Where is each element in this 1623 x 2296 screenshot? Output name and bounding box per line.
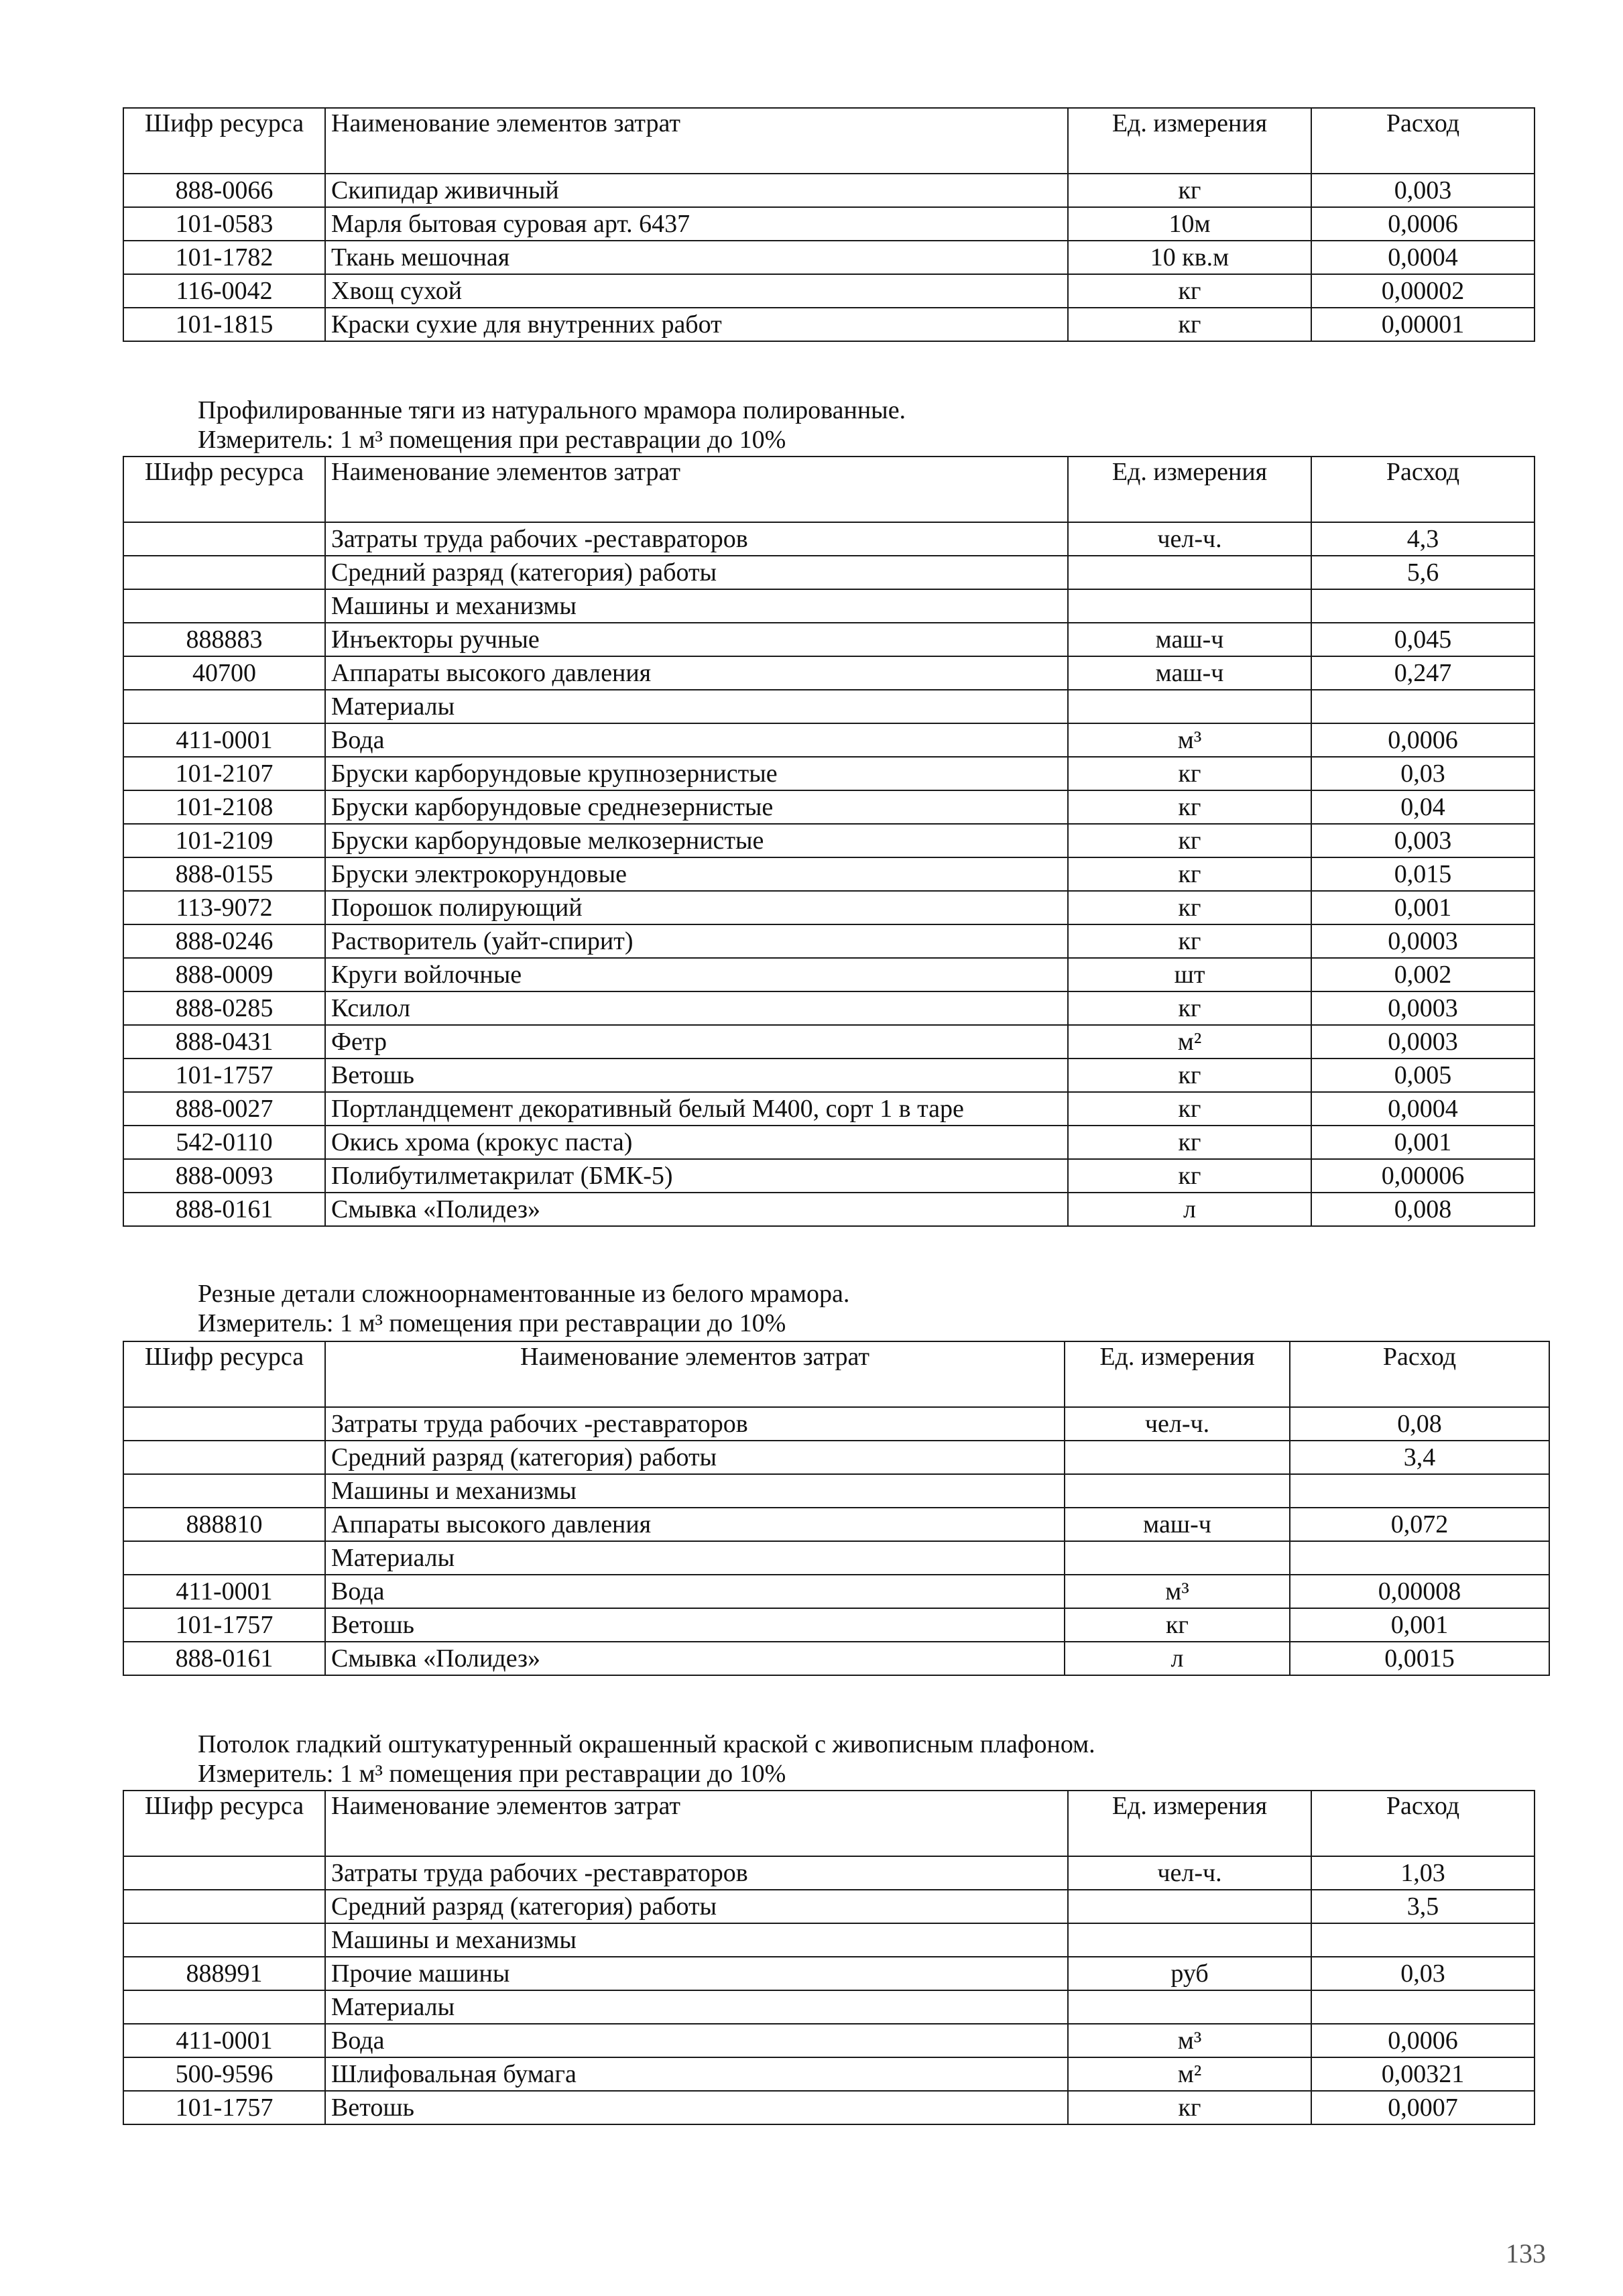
table-row <box>123 589 1535 623</box>
cell-unit: чел-ч. <box>1065 1407 1290 1441</box>
cell-code <box>123 1541 325 1575</box>
section-measure-2: Измеритель: 1 м³ помещения при реставрации до 10% <box>198 426 786 454</box>
cell-code: 888810 <box>123 1508 325 1541</box>
cell-name: Окись хрома (крокус паста) <box>325 1126 1068 1159</box>
cell-name: Аппараты высокого давления <box>325 1508 1065 1541</box>
cell-unit: кг <box>1068 757 1311 790</box>
header-name: Наименование элементов затрат <box>325 457 1068 522</box>
header-qty: Расход <box>1290 1341 1549 1407</box>
cell-qty: 0,005 <box>1311 1059 1535 1092</box>
cell-name: Полибутилметакрилат (БМК-5) <box>325 1159 1068 1193</box>
cell-code: 888-0027 <box>123 1092 325 1126</box>
cell-name: Бруски карборундовые среднезернистые <box>325 790 1068 824</box>
cell-name: Средний разряд (категория) работы <box>325 556 1068 589</box>
table-header <box>123 457 1535 522</box>
cell-unit <box>1068 690 1311 723</box>
cell-qty: 0,0015 <box>1290 1642 1549 1675</box>
cost-table-4 <box>123 1790 1535 2125</box>
cell-qty: 0,00006 <box>1311 1159 1535 1193</box>
cell-code <box>123 1407 325 1441</box>
header-qty: Расход <box>1311 1791 1535 1856</box>
table-row <box>123 690 1535 723</box>
cell-code: 116-0042 <box>123 274 325 308</box>
cell-qty <box>1290 1541 1549 1575</box>
cell-unit: л <box>1065 1642 1290 1675</box>
cell-unit <box>1068 1990 1311 2024</box>
cell-code: 888-0093 <box>123 1159 325 1193</box>
cell-name: Средний разряд (категория) работы <box>325 1441 1065 1474</box>
cell-qty: 0,002 <box>1311 958 1535 991</box>
cell-qty: 0,001 <box>1311 891 1535 924</box>
header-name: Наименование элементов затрат <box>325 108 1068 174</box>
cell-code <box>123 1856 325 1890</box>
cell-code: 888-0161 <box>123 1193 325 1226</box>
cell-code: 101-1782 <box>123 241 325 274</box>
cell-name: Аппараты высокого давления <box>325 656 1068 690</box>
table-row <box>123 824 1535 857</box>
cell-unit: кг <box>1068 857 1311 891</box>
header-code: Шифр ресурса <box>123 1791 325 1856</box>
cell-code <box>123 522 325 556</box>
cell-unit: руб <box>1068 1957 1311 1990</box>
cell-code: 888-0431 <box>123 1025 325 1059</box>
cell-name: Бруски электрокорундовые <box>325 857 1068 891</box>
cell-unit <box>1065 1541 1290 1575</box>
cell-unit: кг <box>1068 891 1311 924</box>
cell-unit: маш-ч <box>1068 656 1311 690</box>
cell-unit: м² <box>1068 2057 1311 2091</box>
cell-code: 101-2108 <box>123 790 325 824</box>
table-row <box>123 1126 1535 1159</box>
cell-name: Инъекторы ручные <box>325 623 1068 656</box>
cell-code <box>123 1990 325 2024</box>
cell-name: Машины и механизмы <box>325 1923 1068 1957</box>
section-measure-3: Измеритель: 1 м³ помещения при реставрации до 10% <box>198 1309 786 1337</box>
header-name: Наименование элементов затрат <box>325 1791 1068 1856</box>
header-unit: Ед. измерения <box>1068 457 1311 522</box>
page-number: 133 <box>1506 2238 1546 2269</box>
header-name: Наименование элементов затрат <box>325 1341 1065 1407</box>
cell-unit: кг <box>1068 991 1311 1025</box>
cell-qty <box>1311 1923 1535 1957</box>
cell-name: Смывка «Полидез» <box>325 1642 1065 1675</box>
cell-name: Смывка «Полидез» <box>325 1193 1068 1226</box>
cell-name: Фетр <box>325 1025 1068 1059</box>
cell-code: 888-0246 <box>123 924 325 958</box>
cell-qty: 0,008 <box>1311 1193 1535 1226</box>
cell-qty <box>1311 690 1535 723</box>
header-code: Шифр ресурса <box>123 108 325 174</box>
cell-name: Затраты труда рабочих -реставраторов <box>325 1856 1068 1890</box>
cell-code: 113-9072 <box>123 891 325 924</box>
table-row <box>123 1642 1549 1675</box>
cell-name: Вода <box>325 2024 1068 2057</box>
table-row <box>123 1575 1549 1608</box>
cell-unit: 10 кв.м <box>1068 241 1311 274</box>
cell-qty: 0,0006 <box>1311 2024 1535 2057</box>
cell-code: 101-1815 <box>123 308 325 341</box>
table-row <box>123 1508 1549 1541</box>
cell-name: Вода <box>325 723 1068 757</box>
table-row <box>123 1092 1535 1126</box>
cell-name: Шлифовальная бумага <box>325 2057 1068 2091</box>
cell-name: Растворитель (уайт-спирит) <box>325 924 1068 958</box>
table-row <box>123 2091 1535 2124</box>
header-unit: Ед. измерения <box>1065 1341 1290 1407</box>
cell-code: 411-0001 <box>123 1575 325 1608</box>
cell-unit <box>1068 1923 1311 1957</box>
cell-name: Бруски карборундовые мелкозернистые <box>325 824 1068 857</box>
cell-qty: 0,00321 <box>1311 2057 1535 2091</box>
cell-unit: кг <box>1068 1159 1311 1193</box>
cell-qty: 0,0003 <box>1311 1025 1535 1059</box>
cell-unit: 10м <box>1068 207 1311 241</box>
cell-qty: 0,00002 <box>1311 274 1535 308</box>
cell-name: Машины и механизмы <box>325 589 1068 623</box>
cell-unit <box>1068 589 1311 623</box>
cell-qty: 0,045 <box>1311 623 1535 656</box>
cell-unit <box>1065 1474 1290 1508</box>
cell-qty: 0,001 <box>1311 1126 1535 1159</box>
cell-unit: кг <box>1068 2091 1311 2124</box>
cost-table-2 <box>123 456 1535 1227</box>
table-row <box>123 1159 1535 1193</box>
table-row <box>123 991 1535 1025</box>
cell-name: Порошок полирующий <box>325 891 1068 924</box>
table-row <box>123 1957 1535 1990</box>
section-title-3: Резные детали сложноорнаментованные из белого мрамора. <box>198 1280 850 1308</box>
cell-unit <box>1065 1441 1290 1474</box>
table-row <box>123 790 1535 824</box>
cell-qty: 0,00001 <box>1311 308 1535 341</box>
cell-unit: м³ <box>1068 2024 1311 2057</box>
cell-qty: 4,3 <box>1311 522 1535 556</box>
table-row <box>123 522 1535 556</box>
cell-qty: 0,03 <box>1311 1957 1535 1990</box>
cell-code: 101-1757 <box>123 2091 325 2124</box>
cell-unit: кг <box>1065 1608 1290 1642</box>
cell-unit: маш-ч <box>1068 623 1311 656</box>
cell-qty: 3,5 <box>1311 1890 1535 1923</box>
table-row <box>123 857 1535 891</box>
cell-name: Вода <box>325 1575 1065 1608</box>
table-row <box>123 891 1535 924</box>
cell-code <box>123 1441 325 1474</box>
cell-code <box>123 690 325 723</box>
cell-name: Затраты труда рабочих -реставраторов <box>325 522 1068 556</box>
cost-table-3 <box>123 1341 1550 1676</box>
table-row <box>123 656 1535 690</box>
cell-qty: 0,072 <box>1290 1508 1549 1541</box>
cell-unit: кг <box>1068 174 1311 207</box>
table-row <box>123 2024 1535 2057</box>
section-measure-4: Измеритель: 1 м³ помещения при реставрации до 10% <box>198 1760 786 1788</box>
cell-name: Хвощ сухой <box>325 274 1068 308</box>
cell-code: 542-0110 <box>123 1126 325 1159</box>
cell-qty <box>1290 1474 1549 1508</box>
cell-code: 101-0583 <box>123 207 325 241</box>
cell-name: Ткань мешочная <box>325 241 1068 274</box>
table-row <box>123 623 1535 656</box>
cell-unit <box>1068 556 1311 589</box>
table-row <box>123 1890 1535 1923</box>
cell-code: 888-0155 <box>123 857 325 891</box>
cell-qty: 5,6 <box>1311 556 1535 589</box>
cell-name: Марля бытовая суровая арт. 6437 <box>325 207 1068 241</box>
table-row <box>123 757 1535 790</box>
cell-unit: кг <box>1068 274 1311 308</box>
cell-unit: л <box>1068 1193 1311 1226</box>
cell-code: 888-0285 <box>123 991 325 1025</box>
cell-qty: 0,0006 <box>1311 723 1535 757</box>
cell-qty: 0,03 <box>1311 757 1535 790</box>
cell-code <box>123 1474 325 1508</box>
table-row <box>123 1441 1549 1474</box>
table-row <box>123 723 1535 757</box>
cell-code: 101-2109 <box>123 824 325 857</box>
cell-name: Скипидар живичный <box>325 174 1068 207</box>
cell-name: Ветошь <box>325 1608 1065 1642</box>
cost-table-1 <box>123 107 1535 342</box>
table-row <box>123 1541 1549 1575</box>
table-row <box>123 174 1535 207</box>
cell-name: Портландцемент декоративный белый М400, сорт 1 в таре <box>325 1092 1068 1126</box>
cell-code: 411-0001 <box>123 723 325 757</box>
cell-name: Ветошь <box>325 1059 1068 1092</box>
table-header <box>123 1341 1549 1407</box>
cell-qty: 1,03 <box>1311 1856 1535 1890</box>
header-unit: Ед. измерения <box>1068 108 1311 174</box>
table-row <box>123 274 1535 308</box>
section-title-2: Профилированные тяги из натурального мрамора полированные. <box>198 396 906 424</box>
cell-name: Круги войлочные <box>325 958 1068 991</box>
cell-unit: кг <box>1068 1092 1311 1126</box>
cell-unit: м³ <box>1068 723 1311 757</box>
header-qty: Расход <box>1311 108 1535 174</box>
table-row <box>123 308 1535 341</box>
cell-code: 888991 <box>123 1957 325 1990</box>
cell-qty: 0,247 <box>1311 656 1535 690</box>
cell-qty: 0,001 <box>1290 1608 1549 1642</box>
cell-name: Прочие машины <box>325 1957 1068 1990</box>
cell-name: Материалы <box>325 1541 1065 1575</box>
cell-name: Ветошь <box>325 2091 1068 2124</box>
cell-qty <box>1311 1990 1535 2024</box>
cell-unit: чел-ч. <box>1068 1856 1311 1890</box>
header-code: Шифр ресурса <box>123 1341 325 1407</box>
table-row <box>123 958 1535 991</box>
cell-qty: 0,00008 <box>1290 1575 1549 1608</box>
cell-unit <box>1068 1890 1311 1923</box>
table-row <box>123 2057 1535 2091</box>
table-row <box>123 1990 1535 2024</box>
cell-code <box>123 556 325 589</box>
cell-name: Затраты труда рабочих -реставраторов <box>325 1407 1065 1441</box>
cell-qty: 0,003 <box>1311 824 1535 857</box>
cell-qty: 0,0003 <box>1311 924 1535 958</box>
cell-qty: 0,04 <box>1311 790 1535 824</box>
cell-code: 40700 <box>123 656 325 690</box>
cell-qty: 0,003 <box>1311 174 1535 207</box>
cell-code <box>123 1923 325 1957</box>
header-code: Шифр ресурса <box>123 457 325 522</box>
header-qty: Расход <box>1311 457 1535 522</box>
cell-name: Машины и механизмы <box>325 1474 1065 1508</box>
table-row <box>123 1193 1535 1226</box>
table-header <box>123 1791 1535 1856</box>
cell-unit: кг <box>1068 924 1311 958</box>
table-row <box>123 1025 1535 1059</box>
cell-unit: м³ <box>1065 1575 1290 1608</box>
cell-qty: 3,4 <box>1290 1441 1549 1474</box>
header-unit: Ед. измерения <box>1068 1791 1311 1856</box>
cell-unit: кг <box>1068 308 1311 341</box>
cell-code: 101-1757 <box>123 1059 325 1092</box>
cell-name: Ксилол <box>325 991 1068 1025</box>
cell-qty: 0,0004 <box>1311 241 1535 274</box>
table-row <box>123 556 1535 589</box>
cell-code: 888-0161 <box>123 1642 325 1675</box>
table-row <box>123 1923 1535 1957</box>
cell-code <box>123 1890 325 1923</box>
cell-code <box>123 589 325 623</box>
cell-unit: кг <box>1068 1059 1311 1092</box>
cell-code: 888883 <box>123 623 325 656</box>
cell-code: 888-0009 <box>123 958 325 991</box>
section-title-4: Потолок гладкий оштукатуренный окрашенный краской с живописным плафоном. <box>198 1730 1095 1758</box>
cell-code: 101-2107 <box>123 757 325 790</box>
cell-qty: 0,015 <box>1311 857 1535 891</box>
cell-qty: 0,0007 <box>1311 2091 1535 2124</box>
cell-unit: шт <box>1068 958 1311 991</box>
cell-unit: чел-ч. <box>1068 522 1311 556</box>
table-row <box>123 1059 1535 1092</box>
table-row <box>123 924 1535 958</box>
cell-unit: маш-ч <box>1065 1508 1290 1541</box>
cell-name: Материалы <box>325 1990 1068 2024</box>
cell-qty <box>1311 589 1535 623</box>
cell-unit: кг <box>1068 824 1311 857</box>
cell-qty: 0,0003 <box>1311 991 1535 1025</box>
table-row <box>123 1474 1549 1508</box>
table-row <box>123 1407 1549 1441</box>
cell-unit: кг <box>1068 790 1311 824</box>
cell-name: Краски сухие для внутренних работ <box>325 308 1068 341</box>
cell-name: Средний разряд (категория) работы <box>325 1890 1068 1923</box>
cell-unit: м² <box>1068 1025 1311 1059</box>
table-row <box>123 241 1535 274</box>
cell-name: Бруски карборундовые крупнозернистые <box>325 757 1068 790</box>
table-row <box>123 207 1535 241</box>
table-row <box>123 1608 1549 1642</box>
cell-name: Материалы <box>325 690 1068 723</box>
table-header <box>123 108 1535 174</box>
cell-code: 101-1757 <box>123 1608 325 1642</box>
cell-qty: 0,08 <box>1290 1407 1549 1441</box>
cell-code: 888-0066 <box>123 174 325 207</box>
cell-qty: 0,0006 <box>1311 207 1535 241</box>
cell-code: 500-9596 <box>123 2057 325 2091</box>
cell-code: 411-0001 <box>123 2024 325 2057</box>
cell-qty: 0,0004 <box>1311 1092 1535 1126</box>
table-row <box>123 1856 1535 1890</box>
cell-unit: кг <box>1068 1126 1311 1159</box>
